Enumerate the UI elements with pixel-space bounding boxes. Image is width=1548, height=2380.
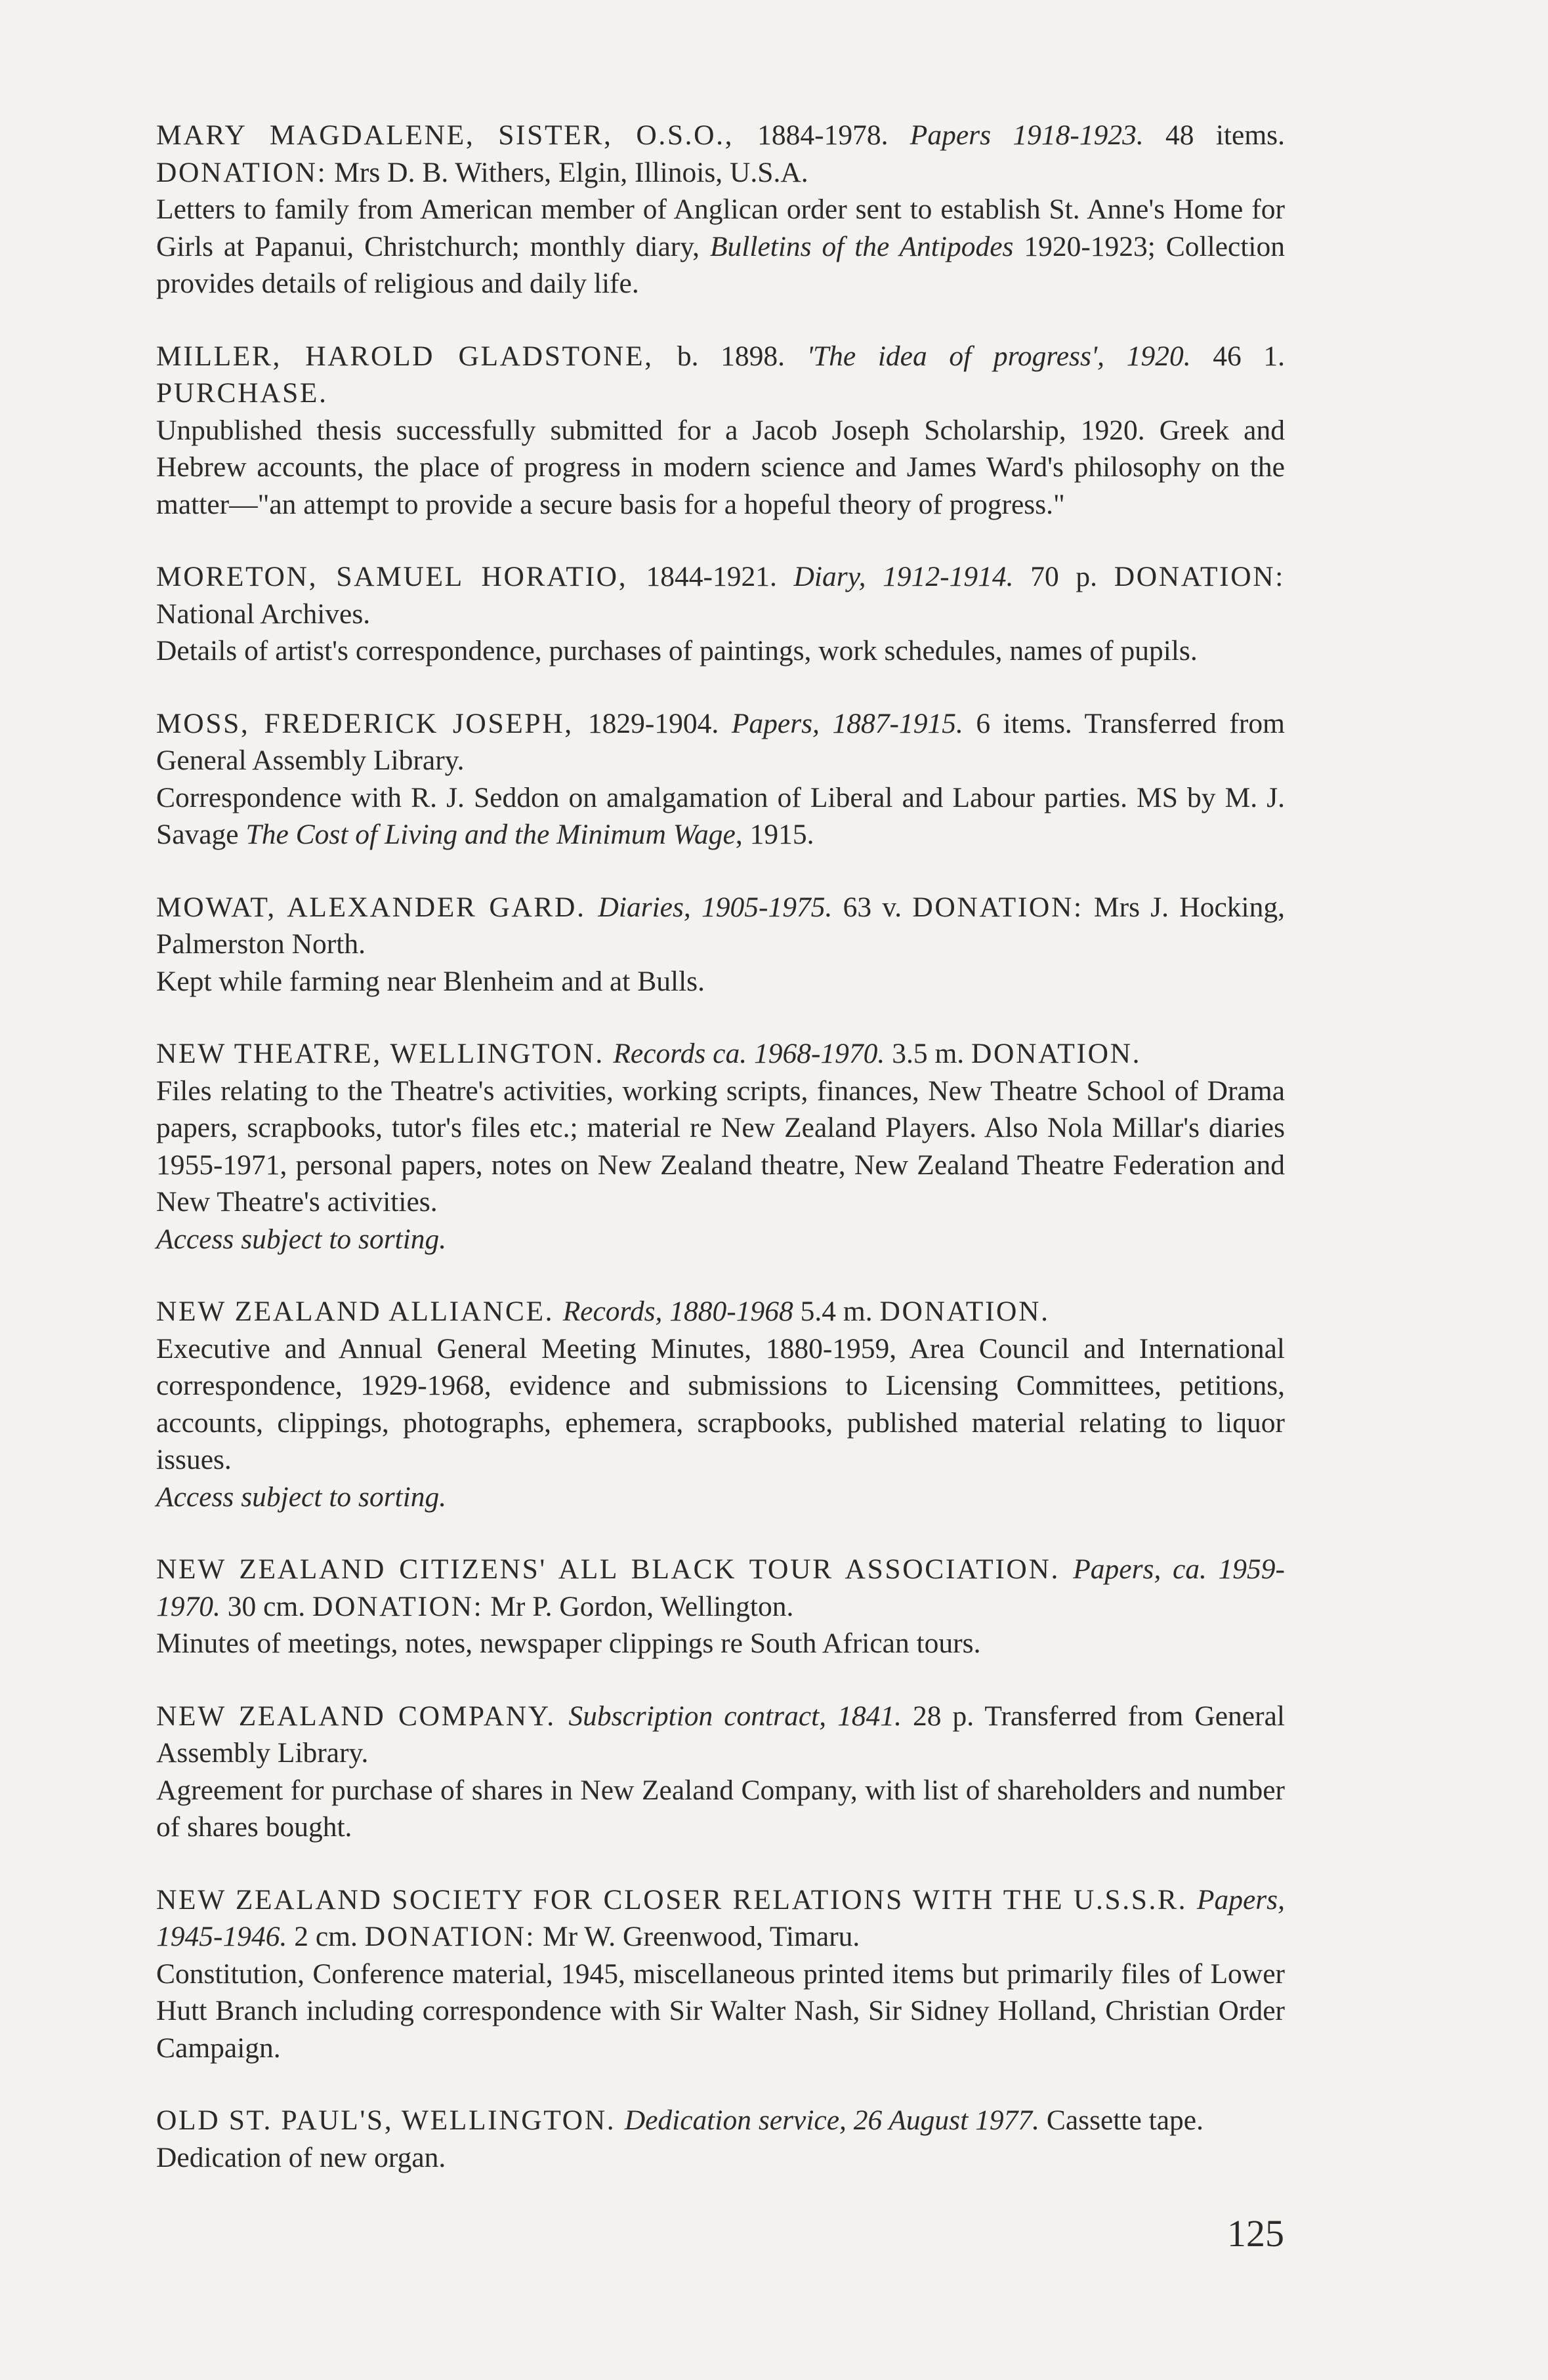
entry-source-keyword: DONATION: bbox=[1114, 561, 1285, 592]
entry-source-keyword: DONATION. bbox=[879, 1296, 1050, 1327]
description-segment: 1920-1923; Collection provides details of religious and daily life. bbox=[156, 230, 1286, 299]
entry-title: Papers, ca. 1959-1970. bbox=[156, 1553, 1285, 1622]
entry-heading bbox=[156, 1698, 1285, 1772]
entry-title: Papers, 1945-1946. bbox=[156, 1883, 1285, 1952]
entry-name: MOWAT, ALEXANDER GARD. bbox=[156, 891, 598, 923]
description-segment: Unpublished thesis successfully submitted for a Jacob Joseph Scholarship, 1920. Greek and Hebrew accounts, the place of progress in modern science and James Ward's philosophy on the matter—"an attempt to provide a secure basis for a hopeful theory of progress." bbox=[156, 414, 1285, 520]
entry-name: MILLER, HAROLD GLADSTONE, bbox=[156, 340, 677, 372]
entry-dates: 1829-1904. bbox=[587, 707, 732, 739]
entry-description bbox=[156, 632, 1285, 670]
entry-title: Dedication service, 26 August 1977. bbox=[624, 2104, 1039, 2136]
description-segment: Kept while farming near Blenheim and at Bulls. bbox=[156, 965, 705, 997]
entry-extent: 5.4 m. bbox=[793, 1296, 880, 1327]
entry-extent: 48 items. bbox=[1143, 119, 1285, 151]
entry-title: Papers 1918-1923. bbox=[910, 119, 1144, 151]
entry-dates: b. 1898. bbox=[677, 340, 807, 372]
description-segment: Minutes of meetings, notes, newspaper clippings re South African tours. bbox=[156, 1628, 981, 1659]
description-segment: Executive and Annual General Meeting Minutes, 1880-1959, Area Council and International correspondence, 1929-1968, evidence and submissions to Licensing Committees, petitions, accounts, clippings, photographs, ephemera, scrapbooks, published material relating to liquor issues. bbox=[156, 1332, 1285, 1475]
entry-name: NEW ZEALAND SOCIETY FOR CLOSER RELATIONS WITH THE U.S.S.R. bbox=[156, 1883, 1197, 1916]
entry-title: Diaries, 1905-1975. bbox=[598, 891, 833, 923]
description-segment: , 1915. bbox=[735, 819, 814, 850]
entry-access-note: Access subject to sorting. bbox=[156, 1223, 447, 1255]
entry-description bbox=[156, 1956, 1285, 2067]
description-segment: Bulletins of the Antipodes bbox=[709, 230, 1014, 262]
entry-heading bbox=[156, 705, 1285, 779]
entry-source: Mr W. Greenwood, Timaru. bbox=[535, 1921, 860, 1952]
entry-source: Mr P. Gordon, Wellington. bbox=[483, 1590, 794, 1622]
entry-name: MARY MAGDALENE, SISTER, O.S.O., bbox=[156, 119, 758, 151]
entry-name: NEW THEATRE, WELLINGTON. bbox=[156, 1038, 614, 1069]
entry-description bbox=[156, 779, 1285, 853]
entry-extent: Cassette tape. bbox=[1039, 2104, 1203, 2136]
catalogue-entry bbox=[156, 117, 1285, 302]
description-segment: Letters to family from American member of Anglican order sent to establish St. Anne's Home for Girls at Papanui, Christchurch; monthly diary, bbox=[156, 194, 1285, 262]
entry-heading bbox=[156, 117, 1285, 191]
entry-dates: 1844-1921. bbox=[646, 561, 794, 592]
entry-title: Records ca. 1968-1970. bbox=[613, 1038, 885, 1069]
entry-source-keyword: DONATION: bbox=[912, 891, 1083, 923]
entry-heading bbox=[156, 1035, 1285, 1073]
entry-name: MORETON, SAMUEL HORATIO, bbox=[156, 561, 646, 592]
catalogue-entry bbox=[156, 1698, 1285, 1846]
description-segment: Details of artist's correspondence, purchases of paintings, work schedules, names of pupils. bbox=[156, 635, 1198, 667]
entry-title: Subscription contract, 1841. bbox=[568, 1700, 902, 1732]
entry-extent: 70 p. bbox=[1013, 561, 1114, 592]
entry-name: NEW ZEALAND CITIZENS' ALL BLACK TOUR ASSOCIATION. bbox=[156, 1553, 1074, 1585]
entry-source: National Archives. bbox=[156, 598, 371, 630]
entry-source: Mrs J. Hocking, Palmerston North. bbox=[156, 891, 1285, 960]
entry-source-keyword: DONATION. bbox=[971, 1038, 1142, 1069]
entry-description bbox=[156, 963, 1285, 1000]
entry-extent: 3.5 m. bbox=[885, 1038, 972, 1069]
entry-extent: 46 1. bbox=[1190, 340, 1285, 372]
entry-title: Diary, 1912-1914. bbox=[793, 561, 1014, 592]
entry-description bbox=[156, 1330, 1285, 1479]
entry-source-keyword: PURCHASE. bbox=[156, 377, 328, 409]
entry-extent: 28 p. bbox=[902, 1700, 985, 1732]
page-number: 125 bbox=[1227, 2212, 1284, 2255]
entry-name: NEW ZEALAND ALLIANCE. bbox=[156, 1296, 563, 1327]
entry-title: Records, 1880-1968 bbox=[562, 1296, 793, 1327]
entry-source-keyword: DONATION: bbox=[364, 1921, 536, 1952]
entry-source-keyword: DONATION: bbox=[312, 1590, 484, 1622]
catalogue-entry bbox=[156, 889, 1285, 1000]
catalogue-entry bbox=[156, 1293, 1285, 1515]
entry-title: 'The idea of progress', 1920. bbox=[806, 340, 1191, 372]
entry-extent: 63 v. bbox=[832, 891, 913, 923]
description-segment: Dedication of new organ. bbox=[156, 2141, 446, 2173]
entry-heading bbox=[156, 889, 1285, 963]
entry-heading bbox=[156, 338, 1285, 412]
entry-source: Mrs D. B. Withers, Elgin, Illinois, U.S.A. bbox=[327, 156, 808, 188]
entry-name: MOSS, FREDERICK JOSEPH, bbox=[156, 707, 588, 739]
description-segment: Constitution, Conference material, 1945, miscellaneous printed items but primarily files of Lower Hutt Branch including correspondence with Sir Walter Nash, Sir Sidney Holland, Christian Order Campaign. bbox=[156, 1958, 1285, 2064]
catalogue-entry bbox=[156, 1035, 1285, 1258]
catalogue-entry bbox=[156, 558, 1285, 670]
description-segment: Files relating to the Theatre's activities, working scripts, finances, New Theatre School of Drama papers, scrapbooks, tutor's files etc.; material re New Zealand Players. Also Nola Millar's diaries 1955-1971, personal papers, notes on New Zealand theatre, New Zealand Theatre Federation and New Theatre's activities. bbox=[156, 1075, 1285, 1218]
entry-extent: 2 cm. bbox=[287, 1921, 365, 1952]
entry-description bbox=[156, 191, 1285, 302]
entry-description bbox=[156, 412, 1285, 523]
description-segment: The Cost of Living and the Minimum Wage bbox=[245, 819, 736, 850]
entry-heading bbox=[156, 1293, 1285, 1330]
entry-heading bbox=[156, 2102, 1285, 2139]
entry-description bbox=[156, 1073, 1285, 1221]
catalogue-entry bbox=[156, 705, 1285, 853]
catalogue-entry bbox=[156, 1881, 1285, 2067]
entry-name: NEW ZEALAND COMPANY. bbox=[156, 1700, 569, 1732]
entry-source: Transferred from General Assembly Library. bbox=[156, 1700, 1285, 1769]
entry-description bbox=[156, 2139, 1285, 2177]
catalogue-entry bbox=[156, 338, 1285, 523]
entry-access-note: Access subject to sorting. bbox=[156, 1481, 447, 1513]
entry-source-keyword: DONATION: bbox=[156, 156, 327, 188]
entry-heading bbox=[156, 1881, 1285, 1956]
entry-heading bbox=[156, 1551, 1285, 1625]
catalogue-entry bbox=[156, 1551, 1285, 1662]
entry-dates: 1884-1978. bbox=[757, 119, 910, 151]
entry-extent: 30 cm. bbox=[220, 1590, 313, 1622]
entry-description bbox=[156, 1772, 1285, 1846]
entry-title: Papers, 1887-1915. bbox=[731, 707, 963, 739]
description-segment: Agreement for purchase of shares in New Zealand Company, with list of shareholders and number of shares bought. bbox=[156, 1774, 1285, 1843]
entry-heading bbox=[156, 558, 1285, 632]
catalogue-entry bbox=[156, 2102, 1285, 2176]
entry-source: Transferred from General Assembly Library. bbox=[156, 707, 1285, 776]
catalogue-entries bbox=[156, 117, 1285, 2211]
entry-description bbox=[156, 1625, 1285, 1662]
description-segment: Correspondence with R. J. Seddon on amalgamation of Liberal and Labour parties. MS by M. J. Savage bbox=[156, 781, 1285, 850]
entry-name: OLD ST. PAUL'S, WELLINGTON. bbox=[156, 2104, 625, 2136]
entry-extent: 6 items. bbox=[963, 707, 1085, 739]
